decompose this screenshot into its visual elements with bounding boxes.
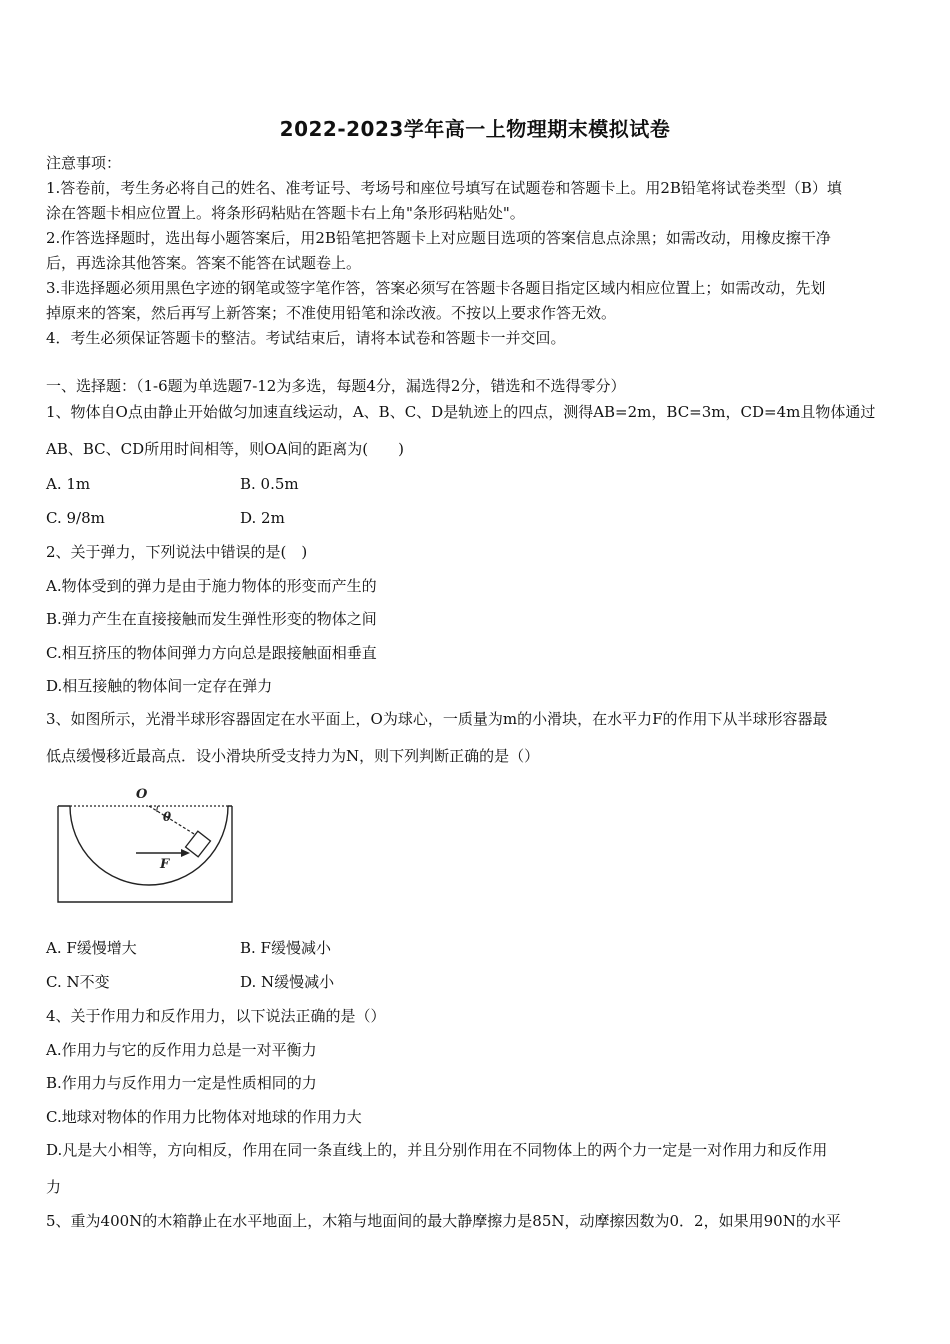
label-o: O	[136, 787, 148, 802]
q3-stem-cont: 低点缓慢移近最高点．设小滑块所受支持力为N，则下列判断正确的是（）	[46, 747, 540, 765]
q1-option-d: D. 2m	[240, 509, 285, 527]
section-heading: 一、选择题：（1-6题为单选题7-12为多选，每题4分，漏选得2分，错选和不选得零分）	[46, 377, 626, 395]
q4-stem: 4、关于作用力和反作用力，以下说法正确的是（）	[46, 1007, 386, 1025]
q1-stem-cont: AB、BC、CD所用时间相等，则OA间的距离为( )	[46, 440, 404, 458]
notice-line: 掉原来的答案，然后再写上新答案；不准使用铅笔和涂改液。不按以上要求作答无效。	[46, 304, 617, 322]
q1-option-c: C. 9/8m	[46, 509, 105, 527]
q1-option-b: B. 0.5m	[240, 475, 299, 493]
label-theta: θ	[163, 810, 172, 824]
hemisphere-container-figure	[56, 784, 234, 906]
q2-option-c: C.相互挤压的物体间弹力方向总是跟接触面相垂直	[46, 644, 377, 662]
notice-line: 2.作答选择题时，选出每小题答案后，用2B铅笔把答题卡上对应题目选项的答案信息点涂黑；如需改动，用橡皮擦干净	[46, 229, 831, 247]
q1-stem: 1、物体自O点由静止开始做匀加速直线运动，A、B、C、D是轨迹上的四点，测得AB=2m，BC=3m，CD=4m且物体通过	[46, 403, 876, 421]
q2-option-a: A.物体受到的弹力是由于施力物体的形变而产生的	[46, 577, 377, 595]
q4-option-c: C.地球对物体的作用力比物体对地球的作用力大	[46, 1108, 362, 1126]
q1-option-a: A. 1m	[46, 475, 91, 493]
q3-option-a: A. F缓慢增大	[46, 939, 137, 957]
q4-option-b: B.作用力与反作用力一定是性质相同的力	[46, 1074, 317, 1092]
q2-option-b: B.弹力产生在直接接触而发生弹性形变的物体之间	[46, 610, 377, 628]
notice-line: 4．考生必须保证答题卡的整洁。考试结束后，请将本试卷和答题卡一并交回。	[46, 329, 566, 347]
notice-heading: 注意事项：	[46, 154, 122, 172]
notice-line: 涂在答题卡相应位置上。将条形码粘贴在答题卡右上角"条形码粘贴处"。	[46, 204, 525, 222]
q3-option-c: C. N不变	[46, 973, 110, 991]
notice-line: 1.答卷前，考生务必将自己的姓名、准考证号、考场号和座位号填写在试题卷和答题卡上。用2B铅笔将试卷类型（B）填	[46, 179, 842, 197]
container-box	[58, 806, 232, 902]
q2-option-d: D.相互接触的物体间一定存在弹力	[46, 677, 273, 695]
label-f: F	[160, 857, 170, 872]
q4-option-d: D.凡是大小相等，方向相反，作用在同一条直线上的，并且分别作用在不同物体上的两个力一定是一对作用力和反作用	[46, 1141, 828, 1159]
notice-line: 后，再选涂其他答案。答案不能答在试题卷上。	[46, 254, 362, 272]
q3-option-d: D. N缓慢减小	[240, 973, 335, 991]
q4-option-d-cont: 力	[46, 1178, 62, 1196]
q4-option-a: A.作用力与它的反作用力总是一对平衡力	[46, 1041, 317, 1059]
notice-line: 3.非选择题必须用黑色字迹的钢笔或签字笔作答，答案必须写在答题卡各题目指定区域内相应位置上；如需改动，先划	[46, 279, 826, 297]
page-title: 2022-2023学年高一上物理期末模拟试卷	[279, 117, 671, 141]
q5-stem: 5、重为400N的木箱静止在水平地面上，木箱与地面间的最大静摩擦力是85N，动摩擦因数为0．2，如果用90N的水平	[46, 1212, 841, 1230]
q2-stem: 2、关于弹力，下列说法中错误的是( )	[46, 543, 308, 561]
q3-stem: 3、如图所示，光滑半球形容器固定在水平面上，O为球心，一质量为m的小滑块，在水平力F的作用下从半球形容器最	[46, 710, 828, 728]
q3-option-b: B. F缓慢减小	[240, 939, 331, 957]
